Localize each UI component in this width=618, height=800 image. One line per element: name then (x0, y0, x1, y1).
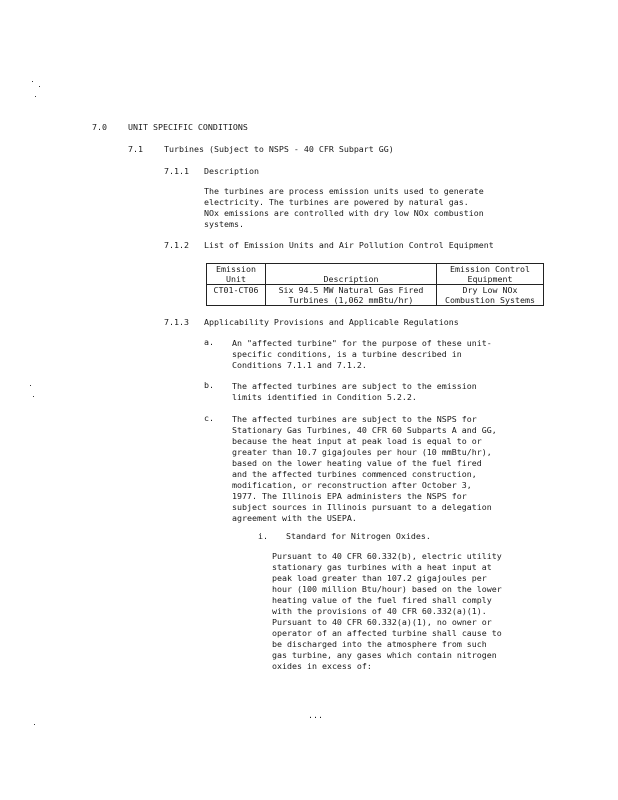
scan-speck (34, 724, 35, 725)
item-label-b: b. (204, 380, 214, 390)
cell-unit: CT01-CT06 (207, 285, 266, 306)
item-label-c: c. (204, 413, 214, 423)
scan-speck (39, 86, 40, 87)
table-header-row (207, 264, 544, 285)
table-row (207, 285, 544, 306)
text-line: Pursuant to 40 CFR 60.332(a)(1), no owner or (272, 617, 492, 627)
text-line: peak load greater than 107.2 gigajoules per (272, 573, 487, 583)
equipment-number: 7.1.2 (164, 240, 189, 250)
item-b-text (232, 381, 477, 403)
description-heading: Description (204, 166, 259, 176)
column-header-control: Emission Control Equipment (437, 264, 544, 285)
scan-speck (30, 385, 31, 386)
text-line: be discharged into the atmosphere from such (272, 639, 487, 649)
text-line: subject sources in Illinois pursuant to a delegation (232, 502, 492, 512)
page-marker: ... (308, 710, 323, 720)
text-line: heating value of the fuel fired shall comply (272, 595, 492, 605)
description-text (204, 186, 484, 230)
column-header-description: Description (266, 264, 437, 285)
subsection-title: Turbines (Subject to NSPS - 40 CFR Subpart GG) (164, 144, 394, 154)
text-line: electricity. The turbines are powered by natural gas. (204, 197, 469, 207)
equipment-table (206, 263, 544, 306)
text-line: and the affected turbines commenced construction, (232, 469, 477, 479)
scan-speck (33, 396, 34, 397)
text-line: Stationary Gas Turbines, 40 CFR 60 Subparts A and GG, (232, 425, 497, 435)
text-line: operator of an affected turbine shall cause to (272, 628, 502, 638)
text-line: specific conditions, is a turbine described in (232, 349, 462, 359)
section-title: UNIT SPECIFIC CONDITIONS (128, 122, 248, 132)
scan-speck (32, 81, 33, 82)
section-number: 7.0 (92, 122, 107, 132)
text-line: The turbines are process emission units used to generate (204, 186, 484, 196)
text-line: The affected turbines are subject to the emission (232, 381, 477, 391)
text-line: based on the lower heating value of the fuel fired (232, 458, 482, 468)
applicability-heading: Applicability Provisions and Applicable Regulations (204, 317, 459, 327)
text-line: NOx emissions are controlled with dry low NOx combustion (204, 208, 484, 218)
text-line: hour (100 million Btu/hour) based on the lower (272, 584, 502, 594)
equipment-heading: List of Emission Units and Air Pollution Control Equipment (204, 240, 494, 250)
text-line: oxides in excess of: (272, 661, 372, 671)
text-line: modification, or reconstruction after October 3, (232, 480, 472, 490)
item-a-text (232, 338, 492, 371)
subitem-heading: Standard for Nitrogen Oxides. (286, 531, 431, 541)
subitem-label-i: i. (258, 531, 268, 541)
text-line: Pursuant to 40 CFR 60.332(b), electric utility (272, 551, 502, 561)
applicability-number: 7.1.3 (164, 317, 189, 327)
text-line: agreement with the USEPA. (232, 513, 357, 523)
text-line: 1977. The Illinois EPA administers the NSPS for (232, 491, 467, 501)
subsection-number: 7.1 (128, 144, 143, 154)
text-line: greater than 10.7 gigajoules per hour (10 mmBtu/hr), (232, 447, 492, 457)
scan-speck (35, 96, 36, 97)
text-line: An "affected turbine" for the purpose of these unit- (232, 338, 492, 348)
item-c-text (232, 414, 497, 524)
description-number: 7.1.1 (164, 166, 189, 176)
text-line: stationary gas turbines with a heat input at (272, 562, 492, 572)
text-line: limits identified in Condition 5.2.2. (232, 392, 417, 402)
subitem-i-text (272, 551, 502, 672)
cell-description: Six 94.5 MW Natural Gas Fired Turbines (1,062 mmBtu/hr) (266, 285, 437, 306)
column-header-unit: Emission Unit (207, 264, 266, 285)
text-line: because the heat input at peak load is equal to or (232, 436, 482, 446)
text-line: gas turbine, any gases which contain nitrogen (272, 650, 497, 660)
text-line: Conditions 7.1.1 and 7.1.2. (232, 360, 367, 370)
cell-control: Dry Low NOx Combustion Systems (437, 285, 544, 306)
text-line: systems. (204, 219, 244, 229)
item-label-a: a. (204, 337, 214, 347)
text-line: The affected turbines are subject to the NSPS for (232, 414, 477, 424)
text-line: with the provisions of 40 CFR 60.332(a)(1). (272, 606, 487, 616)
